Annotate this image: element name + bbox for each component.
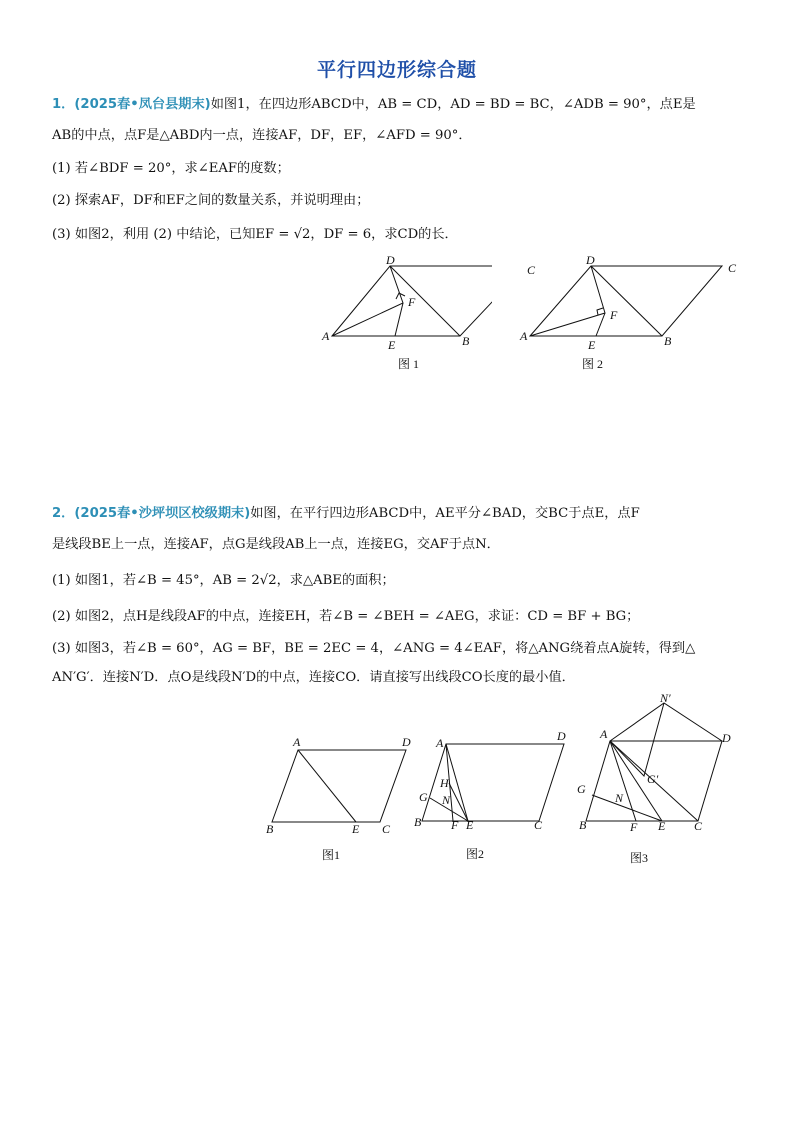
q2fig2-label-a: A <box>436 736 444 750</box>
q2-figure-2 <box>412 728 574 863</box>
fig1-label-f: F <box>408 295 416 309</box>
q2fig3-label-a: A <box>600 727 608 741</box>
fig2-caption: 图 2 <box>582 357 604 371</box>
q1-part-3: (3) 如图2，利用 (2) 中结论，已知EF = √2，DF = 6，求CD的长． <box>52 227 458 242</box>
fig1-label-c: C <box>527 263 536 277</box>
fig1-c-holder <box>492 256 497 261</box>
fig1-ef <box>395 303 403 336</box>
q2fig3-label-f: F <box>630 820 638 834</box>
q2fig1-label-e: E <box>352 822 360 836</box>
fig2-label-e: E <box>588 338 596 352</box>
fig1-label-a: A <box>322 329 330 343</box>
fig2-label-a: A <box>520 329 528 343</box>
fig1-diagonal-bd <box>390 266 460 336</box>
q2fig3-label-g: G <box>577 782 586 796</box>
q2fig1-caption: 图1 <box>322 848 341 862</box>
q2-figure-3 <box>572 690 742 868</box>
q2-part-3b: AN′G′．连接N′D．点O是线段N′D的中点，连接CO．请直接写出线段CO长度的最小值． <box>52 670 575 685</box>
q2fig3-label-n: N <box>615 791 624 805</box>
q2-part-2: (2) 如图2，点H是线段AF的中点，连接EH，若∠B = ∠BEH = ∠AEG，求证：CD = BF + BG； <box>52 609 640 624</box>
q2fig2-label-f: F <box>451 818 459 832</box>
q2fig3-label-n-prime: N′ <box>660 691 671 705</box>
fig1-label-d: D <box>386 256 395 267</box>
q2fig1-label-c: C <box>382 822 391 836</box>
q2fig3-label-b: B <box>579 818 587 832</box>
q2fig2-label-e: E <box>466 818 474 832</box>
q2fig2-label-g: G <box>419 790 428 804</box>
fig1-caption: 图 1 <box>398 357 420 371</box>
q2fig2-label-b: B <box>414 815 422 829</box>
q2-text-2: 是线段BE上一点，连接AF，点G是线段AB上一点，连接EG，交AF于点N． <box>52 537 500 552</box>
q1-text-1: 如图1，在四边形ABCD中，AB = CD，AD = BD = BC，∠ADB = 90°，点E是 <box>210 97 696 112</box>
fig1-label-e: E <box>388 338 396 352</box>
q2fig3-label-d: D <box>722 731 731 745</box>
q2-part-1: (1) 如图1，若∠B = 45°，AB = 2√2，求△ABE的面积； <box>52 573 395 588</box>
fig1-af-fd <box>332 266 403 336</box>
fig2-label-d: D <box>586 256 595 267</box>
q2fig2-label-d: D <box>557 729 566 743</box>
q1-figure-1 <box>312 256 492 376</box>
fig2-label-f: F <box>610 308 618 322</box>
q2fig2-label-n: N <box>442 793 451 807</box>
q2fig3-an-prime-n-prime-d <box>610 703 722 741</box>
q2fig3-label-c: C <box>694 819 703 833</box>
q1-line-1 <box>52 96 696 114</box>
q2fig1-label-a: A <box>293 735 301 749</box>
fig2-af-fd <box>530 266 605 336</box>
fig2-label-b: B <box>664 334 672 348</box>
q2-header: 2．(2025春•沙坪坝区校级期末) <box>52 506 251 521</box>
q2fig1-label-b: B <box>266 822 274 836</box>
q2fig2-caption: 图2 <box>466 847 485 861</box>
q2fig3-caption: 图3 <box>630 851 649 865</box>
q1-text-2: AB的中点，点F是△ABD内一点，连接AF，DF，EF，∠AFD = 90°． <box>52 128 472 143</box>
q1-part-2: (2) 探索AF，DF和EF之间的数量关系，并说明理由； <box>52 193 370 208</box>
page-title: 平行四边形综合题 <box>316 59 477 81</box>
q2fig1-ae <box>298 750 356 822</box>
q2fig3-eg <box>592 795 662 821</box>
fig2-label-c: C <box>728 261 737 275</box>
fig2-ef <box>596 313 605 336</box>
q2fig1-parallelogram <box>272 750 406 822</box>
q2fig3-label-g-prime: G′ <box>647 772 659 786</box>
q2-part-3a: (3) 如图3，若∠B = 60°，AG = BF，BE = 2EC = 4，∠ANG = 4∠EAF，将△ANG绕着点A旋转，得到△ <box>52 641 696 656</box>
q2-line-1 <box>52 505 640 523</box>
q2fig2-label-c: C <box>534 818 543 832</box>
q2-text-1: 如图，在平行四边形ABCD中，AE平分∠BAD，交BC于点E，点F <box>250 506 640 521</box>
q2fig3-label-e: E <box>658 819 666 833</box>
q2fig1-label-d: D <box>402 735 411 749</box>
q1-figure-2 <box>514 256 744 376</box>
fig1-label-b: B <box>462 334 470 348</box>
q1-part-1: (1) 若∠BDF = 20°，求∠EAF的度数； <box>52 161 290 176</box>
q1-header: 1．(2025春•凤台县期末) <box>52 97 211 112</box>
q2-figure-1 <box>262 732 412 867</box>
q2fig2-label-h: H <box>440 776 449 790</box>
